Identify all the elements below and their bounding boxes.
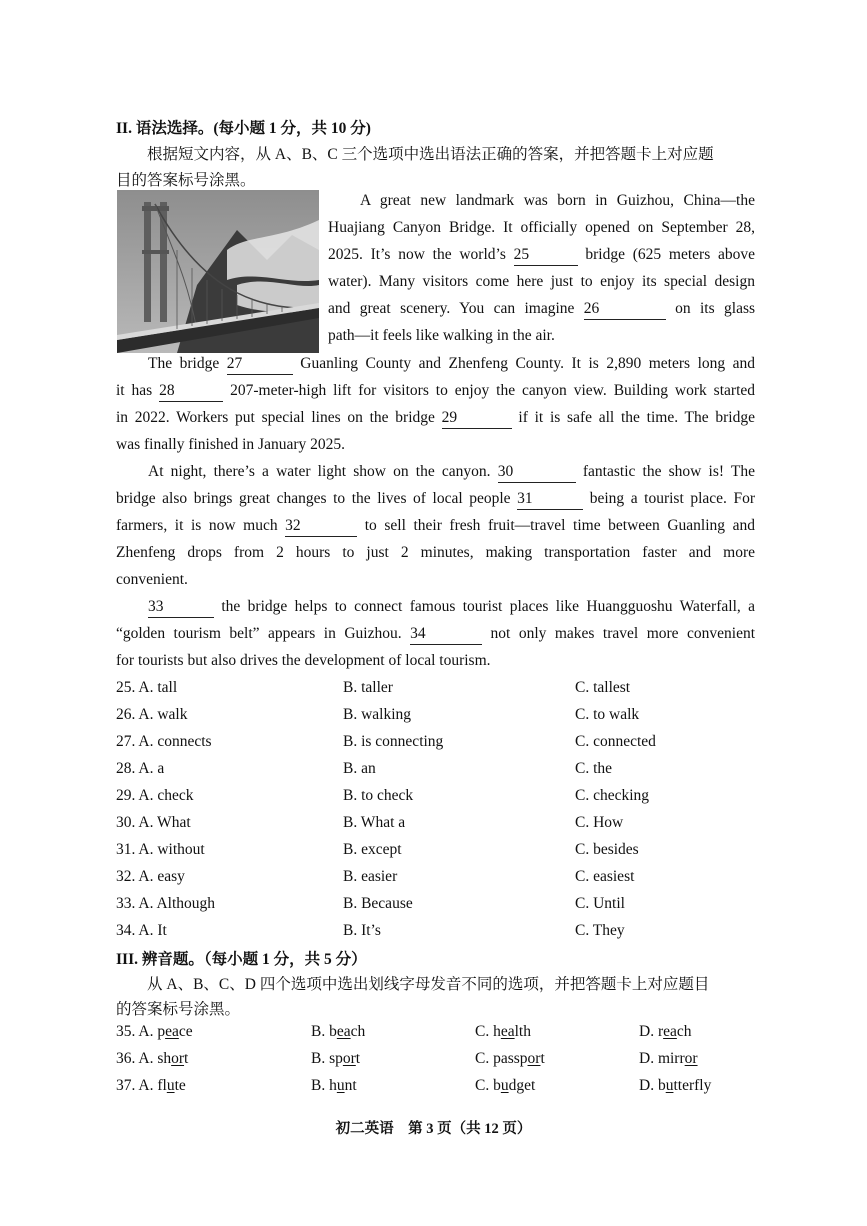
blank-32: 32 [285,516,357,537]
option-37-a[interactable] [116,1077,186,1095]
section-2-instruction-line-2: 目的答案标号涂黑。 [116,172,256,189]
passage-line [116,458,755,485]
option-35-d[interactable] [639,1023,692,1041]
option-31-a[interactable]: 31. A. without [116,841,205,858]
passage-text: “golden tourism belt” appears in Guizhou. [116,625,402,642]
passage-text: the bridge helps to connect famous tourist places like Huangguoshu Waterfall, a [221,598,755,615]
passage-line [116,512,755,539]
option-37-d[interactable] [639,1077,711,1095]
passage-text: 207-meter-high lift for visitors to enjoy the canyon view. Building work started [230,382,756,399]
option-35-b[interactable] [311,1023,365,1041]
option-29-b[interactable]: B. to check [343,787,414,804]
option-text: te [174,1077,186,1094]
option-25-c[interactable]: C. tallest [575,679,631,696]
option-28-c[interactable]: C. the [575,760,613,777]
underlined-letters: ea [165,1023,179,1040]
option-text: ce [178,1023,193,1040]
underlined-letters: u [166,1077,175,1094]
passage-text: if it is safe all the time. The bridge [518,409,755,426]
passage-line: A great new landmark was born in Guizhou, China—the [360,192,755,209]
underlined-letters: or [527,1050,541,1067]
page-footer: 初二英语 第 3 页（共 12 页） [335,1121,532,1137]
passage-line [328,241,755,268]
option-36-a[interactable] [116,1050,188,1068]
passage-line: convenient. [116,571,188,588]
option-29-c[interactable]: C. checking [575,787,650,804]
underlined-letters: ea [336,1023,351,1040]
blank-34: 34 [410,624,482,645]
option-28-b[interactable]: B. an [343,760,376,777]
passage-text: it has [116,382,153,399]
underlined-letters: or [684,1050,698,1067]
option-34-b[interactable]: B. It’s [343,922,381,939]
option-text: C. b [475,1077,501,1094]
option-text: D. r [639,1023,664,1040]
passage-line: was finally finished in January 2025. [116,436,346,453]
blank-30: 30 [498,462,576,483]
option-37-b[interactable] [311,1077,357,1095]
option-27-a[interactable]: 27. A. connects [116,733,212,750]
underlined-letters: u [500,1077,509,1094]
option-text: B. h [311,1077,337,1094]
option-36-c[interactable] [475,1050,545,1068]
underlined-letters: u [665,1077,674,1094]
passage-text: and great scenery. You can imagine [328,300,575,317]
option-28-a[interactable]: 28. A. a [116,760,165,777]
blank-25: 25 [514,245,578,266]
passage-paragraphs-2-4 [116,350,755,674]
passage-line [328,295,755,322]
passage-line [116,377,755,404]
option-32-a[interactable]: 32. A. easy [116,868,185,885]
blank-33: 33 [148,597,214,618]
option-text: C. passp [475,1050,528,1067]
option-26-c[interactable]: C. to walk [575,706,640,723]
option-text: lth [514,1023,531,1040]
underlined-letters: ea [500,1023,515,1040]
option-33-a[interactable]: 33. A. Although [116,895,216,912]
passage-line: water). Many visitors come here just to enjoy its special design [328,273,755,290]
underlined-letters: or [171,1050,185,1067]
passage-line: path—it feels like walking in the air. [328,327,555,344]
option-30-a[interactable]: 30. A. What [116,814,191,831]
option-text: t [184,1050,189,1067]
passage-line [116,350,755,377]
passage-text: 2025. It’s now the world’s [328,246,506,263]
passage-text: bridge also brings great changes to the lives of local people [116,490,511,507]
blank-26: 26 [584,299,666,320]
passage-line: Zhenfeng drops from 2 hours to just 2 minutes, making transportation faster and more [116,544,755,561]
option-text: C. h [475,1023,501,1040]
option-32-b[interactable]: B. easier [343,868,398,885]
option-text: 37. A. fl [116,1077,167,1094]
blank-29: 29 [442,408,512,429]
passage-text: not only makes travel more convenient [490,625,756,642]
option-29-a[interactable]: 29. A. check [116,787,194,804]
passage-text: Guanling County and Zhenfeng County. It is 2,890 meters long and [300,355,756,372]
option-33-c[interactable]: C. Until [575,895,625,912]
option-25-a[interactable]: 25. A. tall [116,679,178,696]
option-33-b[interactable]: B. Because [343,895,413,912]
option-text: nt [344,1077,357,1094]
option-text: 36. A. sh [116,1050,172,1067]
underlined-letters: or [342,1050,356,1067]
option-27-c[interactable]: C. connected [575,733,656,750]
section-3-title: III. 辨音题。（每小题 1 分，共 5 分） [116,951,367,968]
passage-text: on its glass [675,300,756,317]
section-3-instruction-line-1: 从 A、B、C、D 四个选项中选出划线字母发音不同的选项，并把答题卡上对应题目 [147,976,710,993]
option-34-c[interactable]: C. They [575,922,625,939]
option-30-b[interactable]: B. What a [343,814,406,831]
passage-line: Huajiang Canyon Bridge. It officially opened on September 28, [328,219,755,236]
option-25-b[interactable]: B. taller [343,679,393,696]
passage-text: farmers, it is now much [116,517,278,534]
passage-text: The bridge [148,355,220,372]
option-text: dget [508,1077,536,1094]
option-text: t [540,1050,545,1067]
underlined-letters: u [336,1077,345,1094]
blank-28: 28 [159,381,223,402]
option-text: B. b [311,1023,337,1040]
option-text: 35. A. p [116,1023,166,1040]
passage-text: in 2022. Workers put special lines on the bridge [116,409,435,426]
option-text: B. sp [311,1050,343,1067]
passage-text: being a tourist place. For [589,490,756,507]
option-26-b[interactable]: B. walking [343,706,412,723]
option-31-b[interactable]: B. except [343,841,402,858]
option-text: D. mirr [639,1050,685,1067]
option-31-c[interactable]: C. besides [575,841,639,858]
option-text: tterfly [673,1077,712,1094]
option-36-d[interactable] [639,1050,698,1068]
section-2-title: II. 语法选择。(每小题 1 分，共 10 分) [116,120,371,137]
passage-line [116,593,755,620]
option-34-a[interactable]: 34. A. It [116,922,167,939]
underlined-letters: ea [663,1023,677,1040]
option-36-b[interactable] [311,1050,360,1068]
option-text: ch [676,1023,692,1040]
passage-line [116,404,755,431]
blank-27: 27 [227,354,293,375]
passage-paragraph-1 [328,187,755,349]
option-30-c[interactable]: C. How [575,814,624,831]
option-26-a[interactable]: 26. A. walk [116,706,188,723]
passage-text: fantastic the show is! The [582,463,756,480]
option-text: ch [350,1023,366,1040]
section-3-instruction-line-2: 的答案标号涂黑。 [116,1001,241,1018]
passage-line [116,485,755,512]
passage-text: bridge (625 meters above [585,246,756,263]
section-2-instruction-line-1: 根据短文内容，从 A、B、C 三个选项中选出语法正确的答案，并把答题卡上对应题 [147,146,714,163]
option-35-c[interactable] [475,1023,531,1041]
passage-line [116,620,755,647]
option-32-c[interactable]: C. easiest [575,868,635,885]
passage-text: At night, there’s a water light show on the canyon. [148,463,491,480]
option-text: D. b [639,1077,666,1094]
option-35-a[interactable] [116,1023,193,1041]
passage-line: for tourists but also drives the development of local tourism. [116,652,491,669]
option-27-b[interactable]: B. is connecting [343,733,444,750]
option-37-c[interactable] [475,1077,535,1095]
blank-31: 31 [517,489,583,510]
bridge-photo [117,190,319,353]
passage-text: to sell their fresh fruit—travel time between Guanling and [364,517,755,534]
option-text: t [355,1050,361,1067]
